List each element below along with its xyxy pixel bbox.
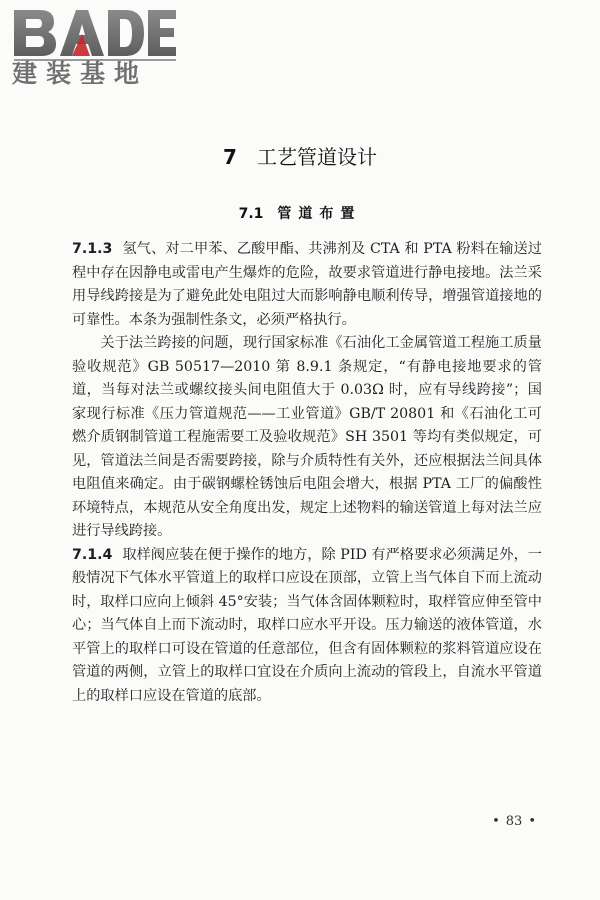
explanation-paragraph: [72, 332, 542, 544]
bade-logo: [10, 4, 178, 88]
clause-number: 7.1.4: [72, 546, 113, 563]
chapter-number: 7: [223, 145, 237, 169]
bade-cn-logo-text: 建装基地: [12, 59, 149, 88]
bade-wordmark-logo: [10, 4, 178, 62]
page-number-value: 83: [505, 814, 523, 829]
section-number: 7.1: [238, 206, 264, 222]
chapter-title: [0, 144, 600, 170]
page-number-dot: •: [492, 814, 500, 829]
chapter-title-text: 工艺管道设计: [256, 145, 377, 169]
section-title: [0, 204, 600, 224]
clause-paragraph: [72, 238, 542, 332]
page-number: [486, 814, 542, 829]
clause-text: 取样阀应装在便于操作的地方，除 PID 有严格要求必须满足外，一般情况下气体水平管道上的取样口应设在顶部，立管上当气体自下而上流动时，取样口应向上倾斜 45°安装；当气体含固体颗粒时，取样管应伸至管中心；当气体自上而下流动时，取样口应水平开设。压力输送的液体管道，水平管上的取样口可设在管道的任意部位，但含有固体颗粒的浆料管道应设在管道的两侧，立管上的取样口宜设在介质向上流动的管段上，自流水平管道上的取样口应设在管道的底部。: [72, 546, 542, 704]
clause-paragraph: [72, 544, 542, 709]
clause-text: 氢气、对二甲苯、乙酸甲酯、共沸剂及 CTA 和 PTA 粉料在输送过程中存在因静电或雷电产生爆炸的危险，故要求管道进行静电接地。法兰采用导线跨接是为了避免此处电阻过大而影响静电顺利传导，增强管道接地的可靠性。本条为强制性条文，必须严格执行。: [72, 241, 542, 328]
paragraph-text: 关于法兰跨接的问题，现行国家标准《石油化工金属管道工程施工质量验收规范》GB 50517—2010 第 8.9.1 条规定，“有静电接地要求的管道，当每对法兰或螺纹接头间电阻值大于 0.03Ω 时，应有导线跨接”；国家现行标准《压力管道规范——工业管道》GB/T 20801 和《石油化工可燃介质钢制管道工程施需要工及验收规范》SH 3501 等均有类似规定，可见，管道法兰间是否需要跨接，除与介质特性有关外，还应根据法兰间具体电阻值来确定。由于碳钢螺栓锈蚀后电阻会增大，根据 PTA 工厂的偏酸性环境特点，本规范从安全角度出发，规定上述物料的输送管道上每对法兰应进行导线跨接。: [72, 335, 542, 539]
section-title-text: 管道布置: [277, 206, 362, 222]
document-body: [72, 238, 542, 708]
clause-number: 7.1.3: [72, 241, 113, 257]
page-number-dot: •: [528, 814, 536, 829]
